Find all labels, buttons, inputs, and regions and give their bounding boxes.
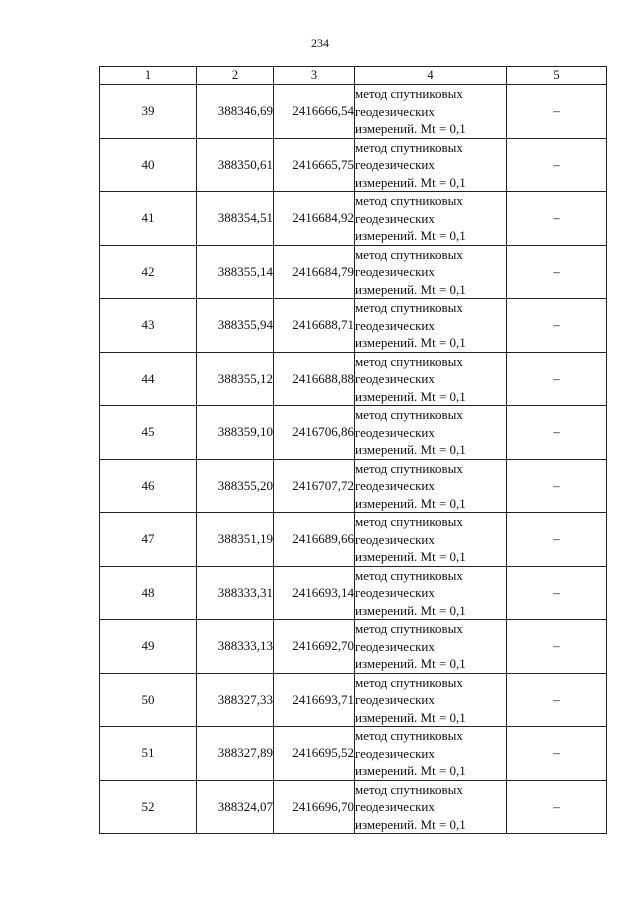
method-cell (355, 513, 507, 567)
method-line: измерений. Mt = 0,1 (355, 495, 466, 511)
y-coordinate-cell: 2416684,79 (274, 245, 355, 299)
method-line: геодезических (355, 692, 435, 707)
method-cell (355, 85, 507, 139)
method-line: измерений. Mt = 0,1 (355, 388, 466, 404)
method-line: геодезических (355, 478, 435, 493)
y-coordinate-cell: 2416707,72 (274, 459, 355, 513)
x-coordinate-cell: 388327,89 (197, 727, 274, 781)
method-cell (355, 620, 507, 674)
method-line: измерений. Mt = 0,1 (355, 816, 466, 832)
table-row (100, 459, 607, 513)
method-line: метод спутниковых (355, 353, 463, 369)
table-row (100, 245, 607, 299)
y-coordinate-cell: 2416684,92 (274, 192, 355, 246)
x-coordinate-cell: 388351,19 (197, 513, 274, 567)
method-cell (355, 299, 507, 353)
method-line: метод спутниковых (355, 193, 463, 208)
y-coordinate-cell: 2416696,70 (274, 780, 355, 834)
coordinates-table (99, 66, 607, 834)
y-coordinate-cell: 2416689,66 (274, 513, 355, 567)
table-header (100, 67, 607, 85)
method-line: измерений. Mt = 0,1 (355, 709, 466, 725)
note-cell: – (507, 566, 607, 620)
method-line: измерений. Mt = 0,1 (355, 228, 466, 243)
x-coordinate-cell: 388359,10 (197, 406, 274, 460)
method-line: измерений. Mt = 0,1 (355, 763, 466, 778)
point-number-cell: 40 (100, 138, 197, 192)
method-line: измерений. Mt = 0,1 (355, 656, 466, 671)
method-line: измерений. Mt = 0,1 (355, 174, 466, 190)
method-line: измерений. Mt = 0,1 (355, 442, 466, 457)
method-line: измерений. Mt = 0,1 (355, 335, 466, 350)
method-cell (355, 673, 507, 727)
method-line: метод спутниковых (355, 674, 463, 690)
note-cell: – (507, 727, 607, 781)
method-cell (355, 406, 507, 460)
y-coordinate-cell: 2416688,88 (274, 352, 355, 406)
y-coordinate-cell: 2416692,70 (274, 620, 355, 674)
method-line: измерений. Mt = 0,1 (355, 549, 466, 564)
column-header-2: 2 (197, 67, 274, 85)
x-coordinate-cell: 388333,13 (197, 620, 274, 674)
note-cell: – (507, 299, 607, 353)
table-row (100, 566, 607, 620)
x-coordinate-cell: 388355,14 (197, 245, 274, 299)
table-body (100, 85, 607, 834)
note-cell: – (507, 192, 607, 246)
y-coordinate-cell: 2416706,86 (274, 406, 355, 460)
method-cell (355, 727, 507, 781)
method-line: метод спутниковых (355, 139, 463, 155)
method-line: метод спутниковых (355, 514, 463, 529)
method-cell (355, 459, 507, 513)
method-line: геодезических (355, 799, 435, 814)
y-coordinate-cell: 2416693,14 (274, 566, 355, 620)
point-number-cell: 39 (100, 85, 197, 139)
note-cell: – (507, 513, 607, 567)
method-line: метод спутниковых (355, 300, 463, 315)
method-line: метод спутниковых (355, 407, 463, 422)
method-line: геодезических (355, 264, 435, 279)
table-row (100, 673, 607, 727)
method-line: геодезических (355, 585, 435, 600)
x-coordinate-cell: 388346,69 (197, 85, 274, 139)
x-coordinate-cell: 388327,33 (197, 673, 274, 727)
table-row (100, 192, 607, 246)
table-row (100, 620, 607, 674)
method-cell (355, 780, 507, 834)
y-coordinate-cell: 2416688,71 (274, 299, 355, 353)
point-number-cell: 44 (100, 352, 197, 406)
x-coordinate-cell: 388333,31 (197, 566, 274, 620)
method-cell (355, 566, 507, 620)
header-row (100, 67, 607, 85)
method-line: геодезических (355, 638, 435, 654)
note-cell: – (507, 85, 607, 139)
method-cell (355, 138, 507, 192)
method-line: геодезических (355, 103, 435, 119)
note-cell: – (507, 352, 607, 406)
x-coordinate-cell: 388355,94 (197, 299, 274, 353)
note-cell: – (507, 673, 607, 727)
method-line: геодезических (355, 424, 435, 440)
table-row (100, 727, 607, 781)
point-number-cell: 50 (100, 673, 197, 727)
page-number: 234 (311, 36, 329, 50)
point-number-cell: 48 (100, 566, 197, 620)
method-line: геодезических (355, 210, 435, 226)
x-coordinate-cell: 388350,61 (197, 138, 274, 192)
method-line: геодезических (355, 317, 435, 333)
y-coordinate-cell: 2416666,54 (274, 85, 355, 139)
point-number-cell: 42 (100, 245, 197, 299)
point-number-cell: 47 (100, 513, 197, 567)
method-line: метод спутниковых (355, 246, 463, 262)
method-line: метод спутниковых (355, 460, 463, 476)
point-number-cell: 43 (100, 299, 197, 353)
method-line: геодезических (355, 531, 435, 547)
table-row (100, 352, 607, 406)
y-coordinate-cell: 2416695,52 (274, 727, 355, 781)
column-header-3: 3 (274, 67, 355, 85)
x-coordinate-cell: 388354,51 (197, 192, 274, 246)
method-cell (355, 192, 507, 246)
method-line: метод спутниковых (355, 621, 463, 636)
point-number-cell: 41 (100, 192, 197, 246)
column-header-5: 5 (507, 67, 607, 85)
method-line: метод спутниковых (355, 781, 463, 797)
table-row (100, 85, 607, 139)
column-header-4: 4 (355, 67, 507, 85)
method-line: измерений. Mt = 0,1 (355, 121, 466, 136)
x-coordinate-cell: 388355,12 (197, 352, 274, 406)
point-number-cell: 49 (100, 620, 197, 674)
point-number-cell: 46 (100, 459, 197, 513)
note-cell: – (507, 459, 607, 513)
note-cell: – (507, 138, 607, 192)
point-number-cell: 45 (100, 406, 197, 460)
note-cell: – (507, 780, 607, 834)
method-line: измерений. Mt = 0,1 (355, 281, 466, 297)
table-row (100, 513, 607, 567)
column-header-1: 1 (100, 67, 197, 85)
method-line: метод спутниковых (355, 86, 463, 101)
note-cell: – (507, 406, 607, 460)
table-row (100, 299, 607, 353)
method-line: геодезических (355, 371, 435, 386)
y-coordinate-cell: 2416665,75 (274, 138, 355, 192)
table-row (100, 406, 607, 460)
y-coordinate-cell: 2416693,71 (274, 673, 355, 727)
point-number-cell: 51 (100, 727, 197, 781)
method-cell (355, 352, 507, 406)
note-cell: – (507, 620, 607, 674)
method-line: метод спутниковых (355, 567, 463, 583)
method-line: метод спутниковых (355, 728, 463, 743)
note-cell: – (507, 245, 607, 299)
point-number-cell: 52 (100, 780, 197, 834)
method-line: измерений. Mt = 0,1 (355, 602, 466, 618)
method-line: геодезических (355, 745, 435, 761)
table-row (100, 138, 607, 192)
x-coordinate-cell: 388355,20 (197, 459, 274, 513)
x-coordinate-cell: 388324,07 (197, 780, 274, 834)
table-row (100, 780, 607, 834)
method-cell (355, 245, 507, 299)
method-line: геодезических (355, 157, 435, 172)
